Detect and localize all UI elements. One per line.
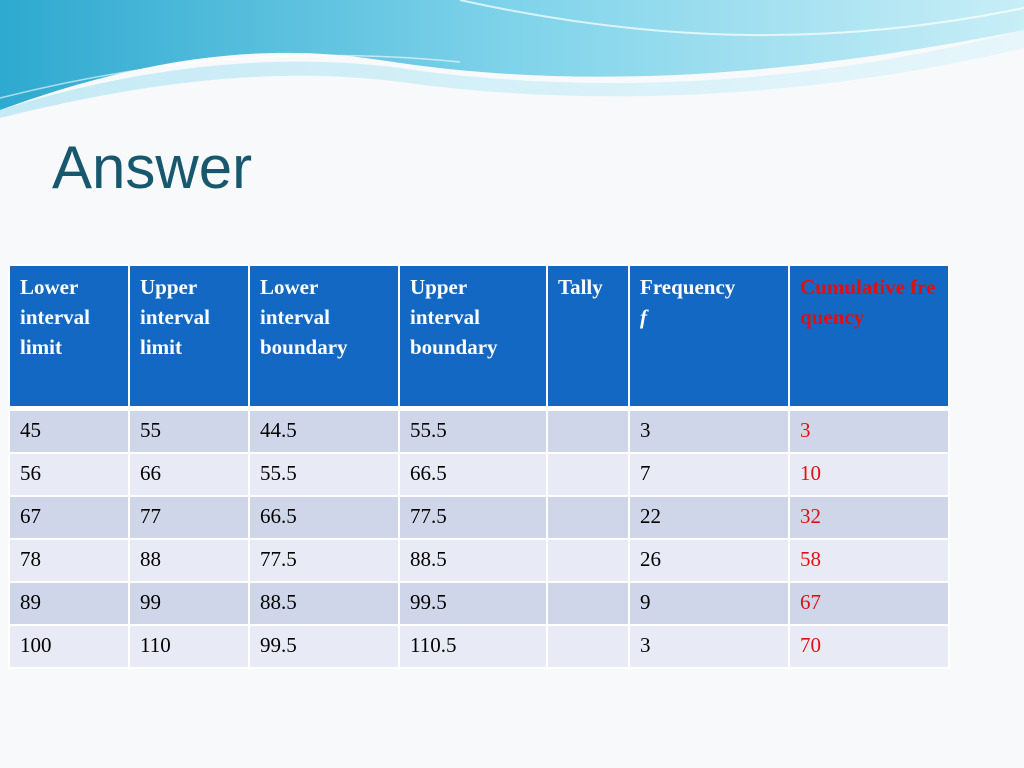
cell-tally [547,453,629,496]
cell-lower-boundary: 99.5 [249,625,399,668]
cell-upper-limit: 77 [129,496,249,539]
cell-lower-boundary: 66.5 [249,496,399,539]
cell-cumulative-frequency: 70 [789,625,949,668]
cell-lower-boundary: 44.5 [249,409,399,454]
header-frequency [629,265,789,409]
cell-upper-boundary: 66.5 [399,453,547,496]
cell-frequency: 3 [629,625,789,668]
table-row [9,496,949,539]
cell-cumulative-frequency: 32 [789,496,949,539]
cell-lower-limit: 56 [9,453,129,496]
header-frequency-label: Frequency [640,275,736,299]
cell-frequency: 7 [629,453,789,496]
cell-tally [547,409,629,454]
decorative-wave-banner [0,0,1024,130]
cell-upper-boundary: 99.5 [399,582,547,625]
slide-title: Answer [52,134,253,201]
cell-tally [547,496,629,539]
cell-lower-limit: 78 [9,539,129,582]
cell-frequency: 9 [629,582,789,625]
cell-lower-limit: 100 [9,625,129,668]
cell-upper-limit: 110 [129,625,249,668]
cell-frequency: 3 [629,409,789,454]
cell-tally [547,582,629,625]
cell-upper-boundary: 88.5 [399,539,547,582]
cell-tally [547,539,629,582]
table-row [9,625,949,668]
cell-lower-boundary: 77.5 [249,539,399,582]
cell-lower-limit: 45 [9,409,129,454]
cell-frequency: 26 [629,539,789,582]
header-upper-limit: Upper interval limit [129,265,249,409]
cell-upper-limit: 55 [129,409,249,454]
header-lower-boundary: Lower interval boundary [249,265,399,409]
header-tally: Tally [547,265,629,409]
table-header-row [9,265,949,409]
cell-cumulative-frequency: 3 [789,409,949,454]
cell-lower-boundary: 55.5 [249,453,399,496]
cell-upper-limit: 66 [129,453,249,496]
cell-upper-boundary: 55.5 [399,409,547,454]
header-lower-limit: Lower interval limit [9,265,129,409]
table-row [9,453,949,496]
cell-cumulative-frequency: 10 [789,453,949,496]
cell-upper-boundary: 77.5 [399,496,547,539]
cell-lower-boundary: 88.5 [249,582,399,625]
frequency-table [8,264,950,669]
cell-cumulative-frequency: 67 [789,582,949,625]
cell-upper-boundary: 110.5 [399,625,547,668]
cell-frequency: 22 [629,496,789,539]
table-row [9,539,949,582]
cell-lower-limit: 67 [9,496,129,539]
cell-upper-limit: 88 [129,539,249,582]
header-upper-boundary: Upper interval boundary [399,265,547,409]
table-row [9,409,949,454]
cell-tally [547,625,629,668]
header-cumulative-frequency: Cumulative frequency [789,265,949,409]
cell-cumulative-frequency: 58 [789,539,949,582]
cell-lower-limit: 89 [9,582,129,625]
table-row [9,582,949,625]
cell-upper-limit: 99 [129,582,249,625]
header-frequency-symbol: f [640,305,647,329]
